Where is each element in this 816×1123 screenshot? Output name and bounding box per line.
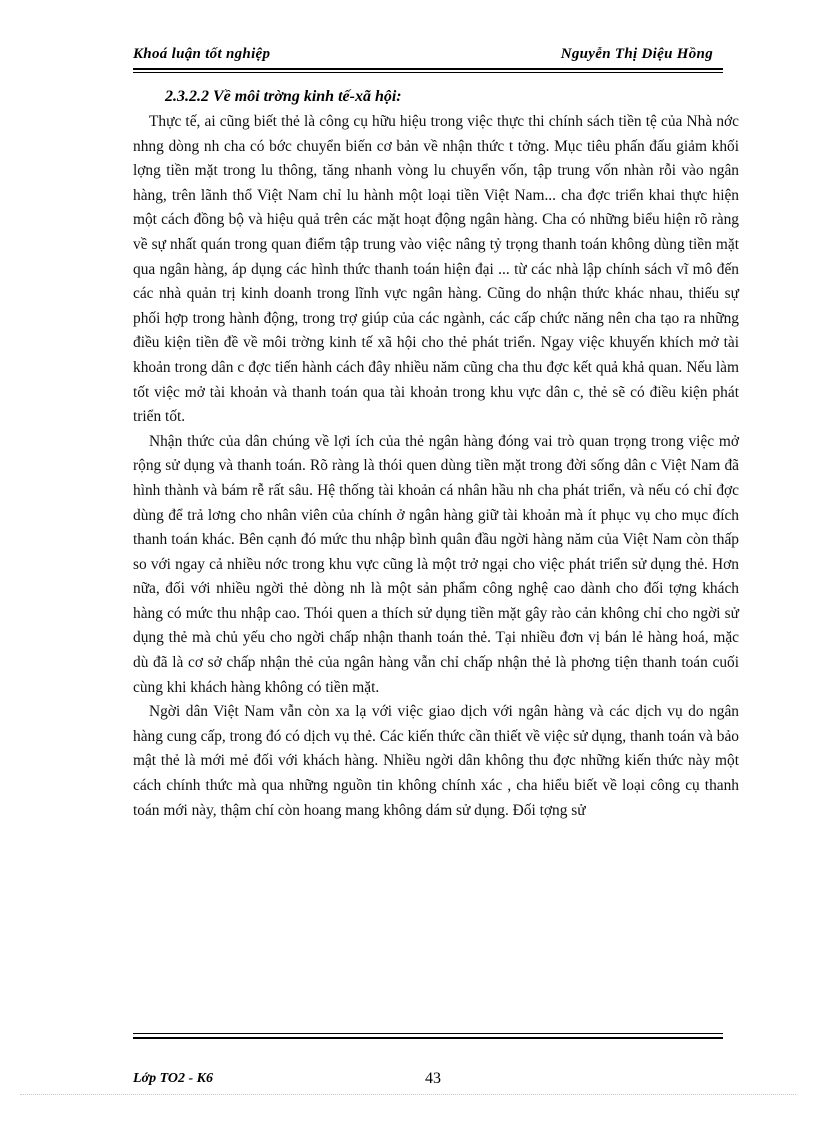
page-number: 43 bbox=[425, 1070, 441, 1087]
footer-rule-thin bbox=[133, 1033, 723, 1034]
paragraph-1: Thực tế, ai cũng biết thẻ là công cụ hữu hiệu trong việc thực thi chính sách tiền tệ của Nhà nớc nhng dòng nh cha có bớc chuyển biến cơ bản về nhận thức t tởng. Mục tiêu phấn đấu giảm khối lợng tiền mặt trong lu thông, tăng nhanh vòng lu chuyển vốn, tập trung vốn nhàn rỗi vào ngân hàng, trên lãnh thổ Việt Nam chỉ lu hành một loại tiền Việt Nam... cha đợc triển khai thực hiện một cách đồng bộ và hiệu quả trên các mặt hoạt động ngân hàng. Cha có những biểu hiện rõ ràng về sự nhất quán trong quan điểm tập trung vào việc nâng tỷ trọng thanh toán không dùng tiền mặt qua ngân hàng, áp dụng các hình thức thanh toán hiện đại ... từ các nhà lập chính sách vĩ mô đến các nhà quản trị kinh doanh trong lĩnh vực ngân hàng. Cũng do nhận thức khác nhau, thiếu sự phối hợp trong hành động, trong trợ giúp của các ngành, các cấp chức năng nên cha tạo ra những điều kiện tiền đề về môi trờng kinh tế xã hội cho thẻ phát triển. Ngay việc khuyến khích mở tài khoản trong dân c đợc tiến hành cách đây nhiều năm cũng cha thu đợc kết quả khả quan. Nếu làm tốt việc mở tài khoản và thanh toán qua tài khoản trong khu vực dân c, thẻ sẽ có điều kiện phát triển tốt. bbox=[133, 113, 739, 426]
page-body bbox=[133, 84, 739, 823]
page-header bbox=[133, 46, 723, 68]
header-author-name: Nguyễn Thị Diệu Hồng bbox=[560, 46, 713, 62]
header-thesis-title: Khoá luận tốt nghiệp bbox=[133, 46, 271, 62]
paragraph-2: Nhận thức của dân chúng về lợi ích của thẻ ngân hàng đóng vai trò quan trọng trong việc mở rộng sử dụng và thanh toán. Rõ ràng là thói quen dùng tiền mặt trong đời sống dân c Việt Nam đã hình thành và bám rễ rất sâu. Hệ thống tài khoản cá nhân hầu nh cha phát triển, và nếu có chỉ đợc dùng để trả lơng cho nhân viên của chính ở ngân hàng giữ tài khoản mà ít phục vụ cho mục đích thanh toán khác. Bên cạnh đó mức thu nhập bình quân đầu ngời hàng năm của Việt Nam còn thấp so với ngay cả nhiều nớc trong khu vực cũng là một trở ngại cho việc phát triển sử dụng thẻ. Hơn nữa, đối với nhiều ngời thẻ dòng nh là một sản phẩm công nghệ cao dành cho đối tợng khách hàng có mức thu nhập cao. Thói quen a thích sử dụng tiền mặt gây rào cản không chỉ cho ngời sử dụng thẻ mà chủ yếu cho ngời chấp nhận thanh toán thẻ. Tại nhiều đơn vị bán lẻ hàng hoá, mặc dù đã là cơ sở chấp nhận thẻ của ngân hàng vẫn chỉ chấp nhận thẻ là phơng tiện thanh toán cuối cùng khi khách hàng không có tiền mặt. bbox=[133, 432, 739, 696]
header-rule-thick bbox=[133, 68, 723, 70]
header-rule-thin bbox=[133, 72, 723, 73]
footer-class-label: Lớp TO2 - K6 bbox=[133, 1071, 213, 1086]
page-bottom-edge bbox=[20, 1094, 796, 1095]
paragraph-3: Ngời dân Việt Nam vẫn còn xa lạ với việc giao dịch với ngân hàng và các dịch vụ do ngân hàng cung cấp, trong đó có dịch vụ thẻ. Các kiến thức cần thiết về việc sử dụng, thanh toán và bảo mật thẻ là mới mẻ đối với khách hàng. Nhiều ngời dân không thu đợc những kiến thức này một cách chính thức mà qua những nguồn tin không chính xác , cha hiểu biết về loại công cụ thanh toán mới này, thậm chí còn hoang mang không dám sử dụng. Đối tợng sử bbox=[133, 703, 739, 819]
section-heading: 2.3.2.2 Về môi trờng kinh tế-xã hội: bbox=[165, 88, 402, 105]
footer-rule-thick bbox=[133, 1037, 723, 1039]
